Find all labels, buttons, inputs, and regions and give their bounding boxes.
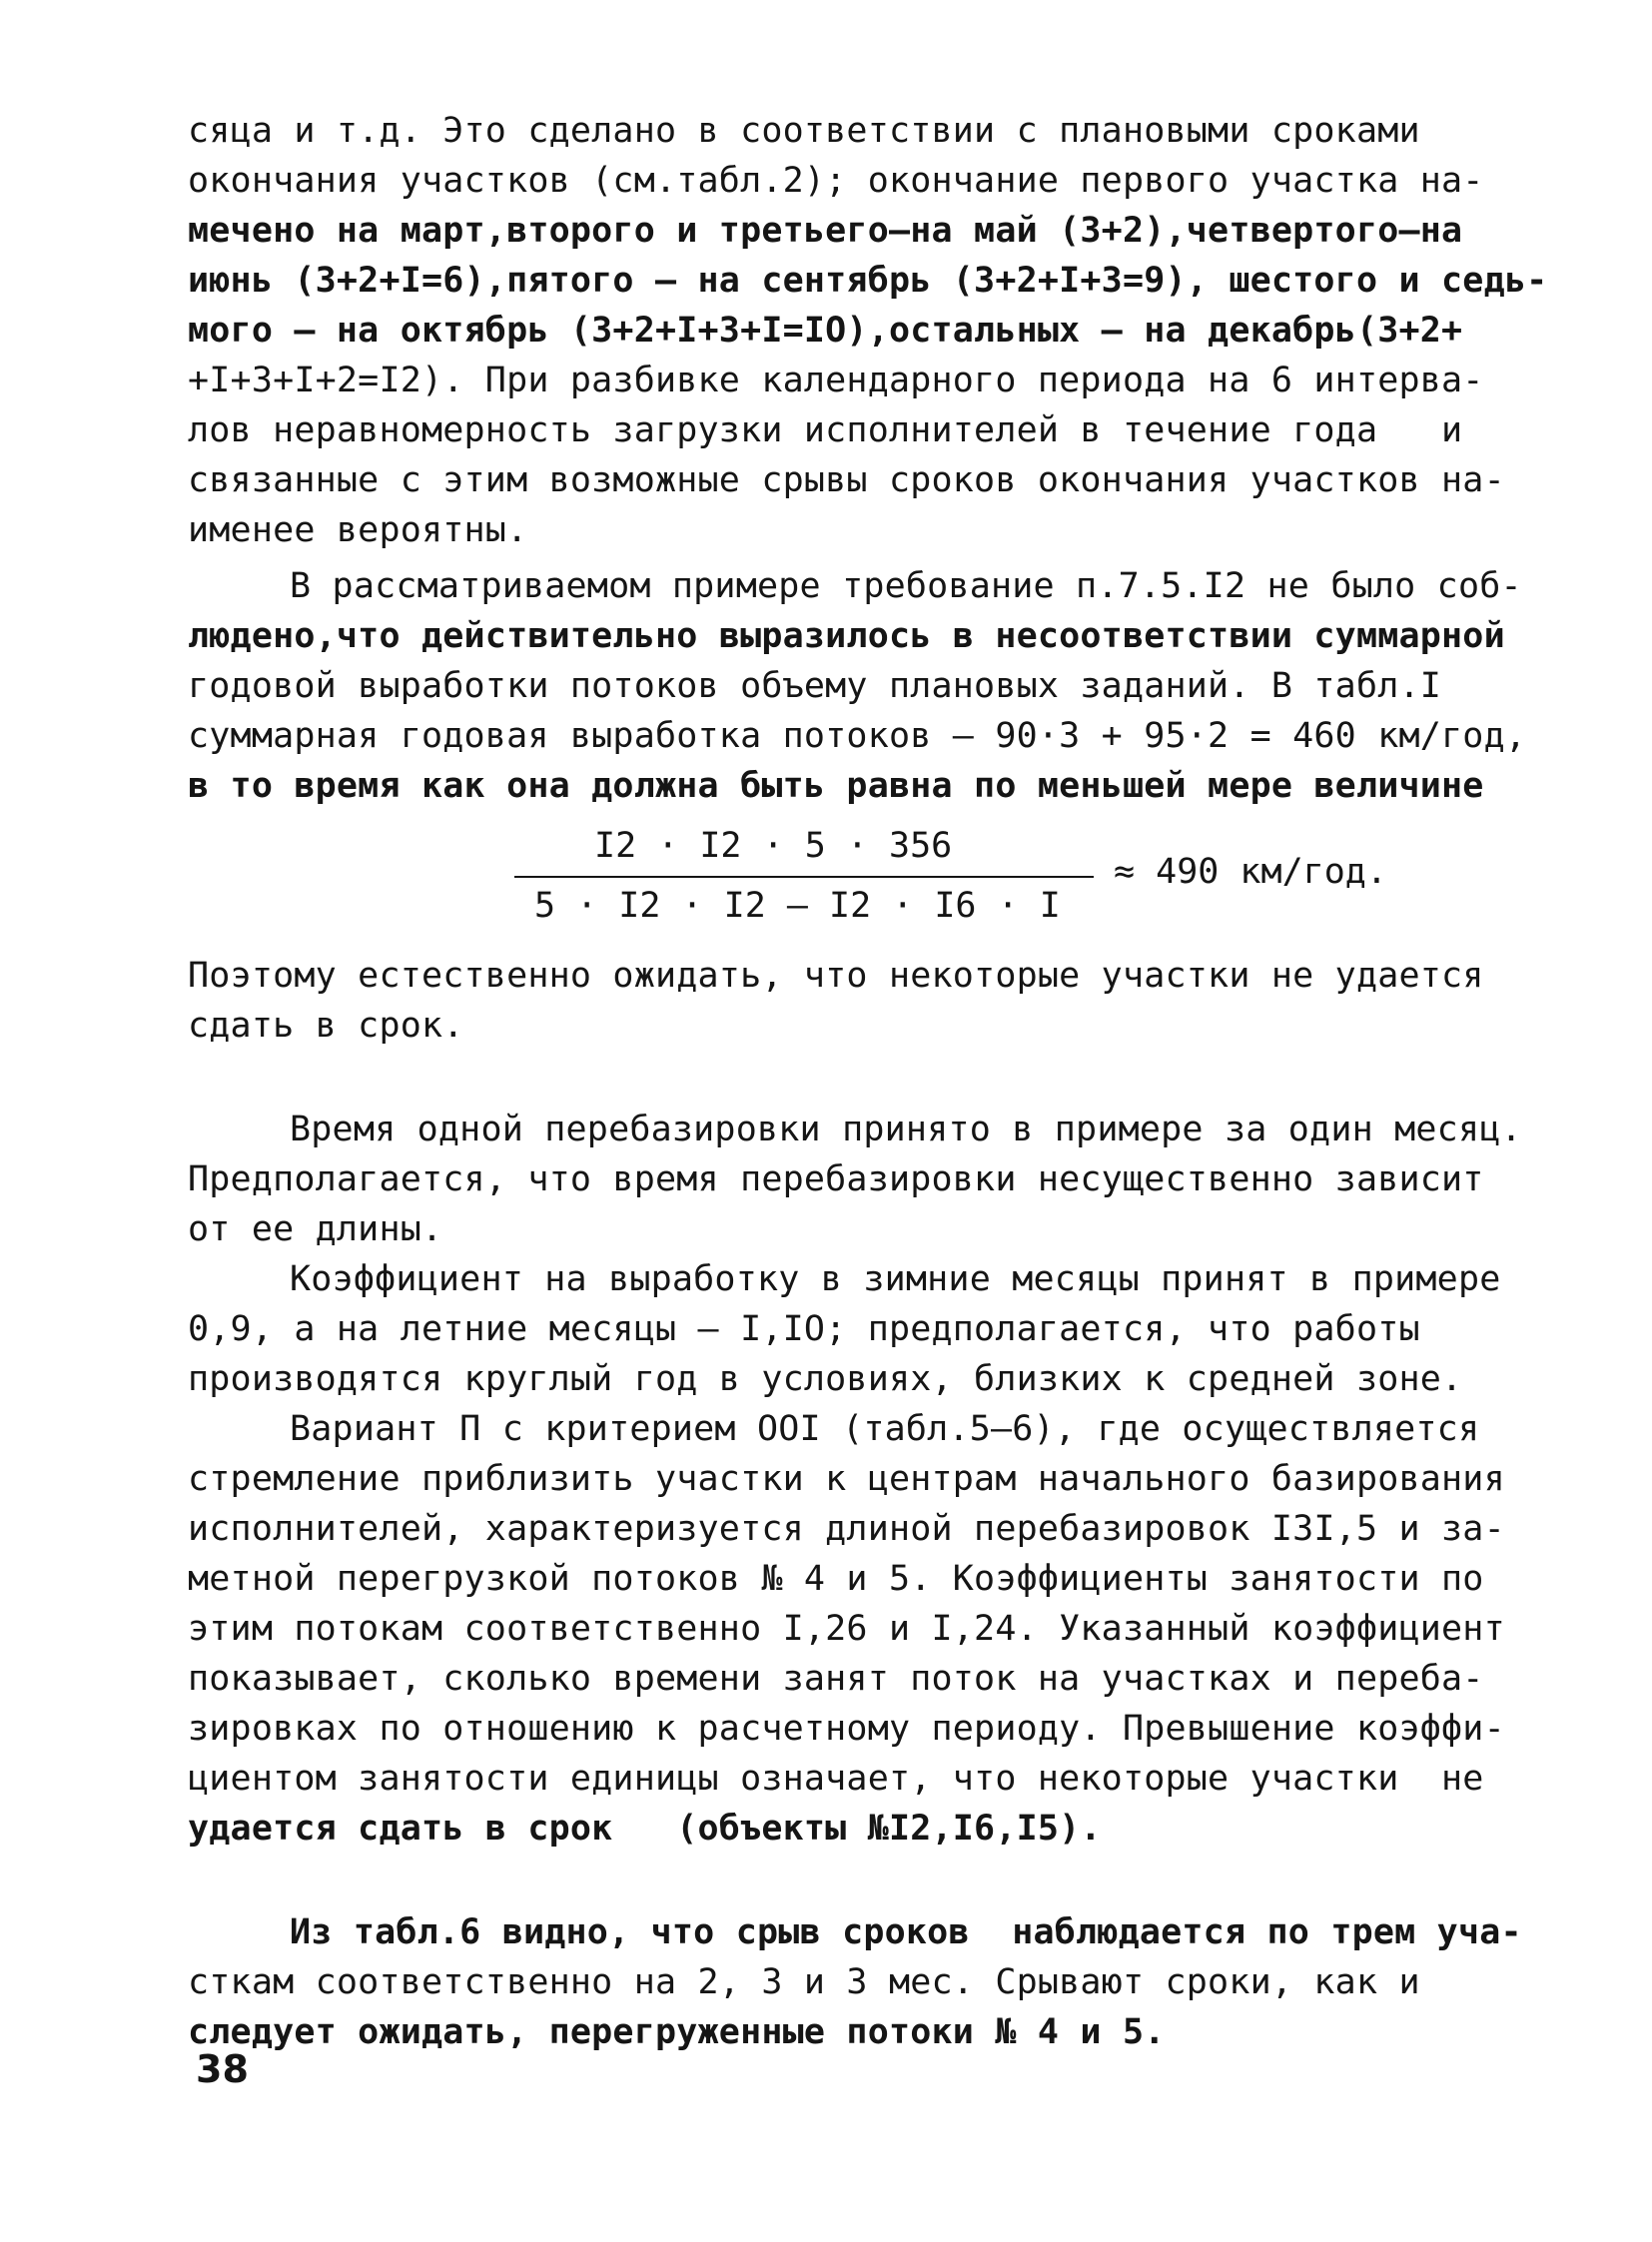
text-line: лов неравномерность загрузки исполнителей в течение года и: [188, 410, 1463, 450]
text-line: мечено на март,второго и третьего–на май (3+2),четвертого–на: [188, 211, 1463, 251]
text-line: людено,что действительно выразилось в несоответствии суммарной: [188, 616, 1505, 656]
text-line: годовой выработки потоков объему плановых заданий. В табл.I: [188, 666, 1442, 706]
page-number: 38: [196, 2047, 249, 2091]
text-line: Коэффициент на выработку в зимние месяцы принят в примере: [290, 1259, 1501, 1299]
text-line: циентом занятости единицы означает, что некоторые участки не: [188, 1759, 1484, 1799]
text-line: следует ожидать, перегруженные потоки № 4 и 5.: [188, 2012, 1166, 2052]
text-line: сяца и т.д. Это сделано в соответствии с плановыми сроками: [188, 111, 1420, 151]
text-line: стремление приблизить участки к центрам начального базирования: [188, 1459, 1505, 1499]
text-line: В рассматриваемом примере требование п.7.5.I2 не было соб-: [290, 566, 1522, 606]
text-line: 0,9, а на летние месяцы – I,IO; предполагается, что работы: [188, 1309, 1420, 1349]
text-line: этим потокам соответственно I,26 и I,24. Указанный коэффициент: [188, 1609, 1505, 1649]
text-line: метной перегрузкой потоков № 4 и 5. Коэффициенты занятости по: [188, 1559, 1484, 1599]
text-line: показывает, сколько времени занят поток на участках и переба-: [188, 1659, 1484, 1699]
text-line: Поэтому естественно ожидать, что некоторые участки не удается: [188, 956, 1484, 996]
text-line: Предполагается, что время перебазировки несущественно зависит: [188, 1159, 1484, 1199]
text-line: сдать в срок.: [188, 1006, 464, 1046]
fraction-bar: [514, 876, 1094, 878]
text-line: Вариант П с критерием OOI (табл.5–6), где осуществляется: [290, 1409, 1480, 1449]
formula-numerator: I2 · I2 · 5 · 356: [594, 826, 953, 866]
text-line: зировках по отношению к расчетному периоду. Превышение коэффи-: [188, 1709, 1505, 1749]
text-line: производятся круглый год в условиях, близких к средней зоне.: [188, 1359, 1463, 1399]
formula-denominator: 5 · I2 · I2 – I2 · I6 · I: [534, 886, 1061, 926]
text-line: сткам соответственно на 2, 3 и 3 мес. Срывают сроки, как и: [188, 1962, 1420, 2002]
formula-result: ≈ 490 км/год.: [1114, 852, 1387, 892]
text-line: удается сдать в срок (объекты №I2,I6,I5).: [188, 1809, 1102, 1849]
text-line: мого – на октябрь (3+2+I+3+I=IO),остальных – на декабрь(3+2+: [188, 311, 1463, 351]
text-line: в то время как она должна быть равна по меньшей мере величине: [188, 766, 1484, 806]
text-line: июнь (3+2+I=6),пятого – на сентябрь (3+2+I+3=9), шестого и седь-: [188, 261, 1548, 301]
text-line: связанные с этим возможные срывы сроков окончания участков на-: [188, 460, 1505, 500]
text-line: именее вероятны.: [188, 510, 528, 550]
text-line: +I+3+I+2=I2). При разбивке календарного периода на 6 интерва-: [188, 361, 1484, 400]
text-line: окончания участков (см.табл.2); окончание первого участка на-: [188, 161, 1484, 201]
text-line: исполнителей, характеризуется длиной перебазировок I3I,5 и за-: [188, 1509, 1505, 1549]
formula: [514, 826, 1413, 946]
text-line: суммарная годовая выработка потоков – 90·3 + 95·2 = 460 км/год,: [188, 716, 1527, 756]
text-line: Время одной перебазировки принято в примере за один месяц.: [290, 1110, 1522, 1149]
text-line: Из табл.6 видно, что срыв сроков наблюдается по трем уча-: [290, 1912, 1522, 1952]
text-line: от ее длины.: [188, 1209, 443, 1249]
